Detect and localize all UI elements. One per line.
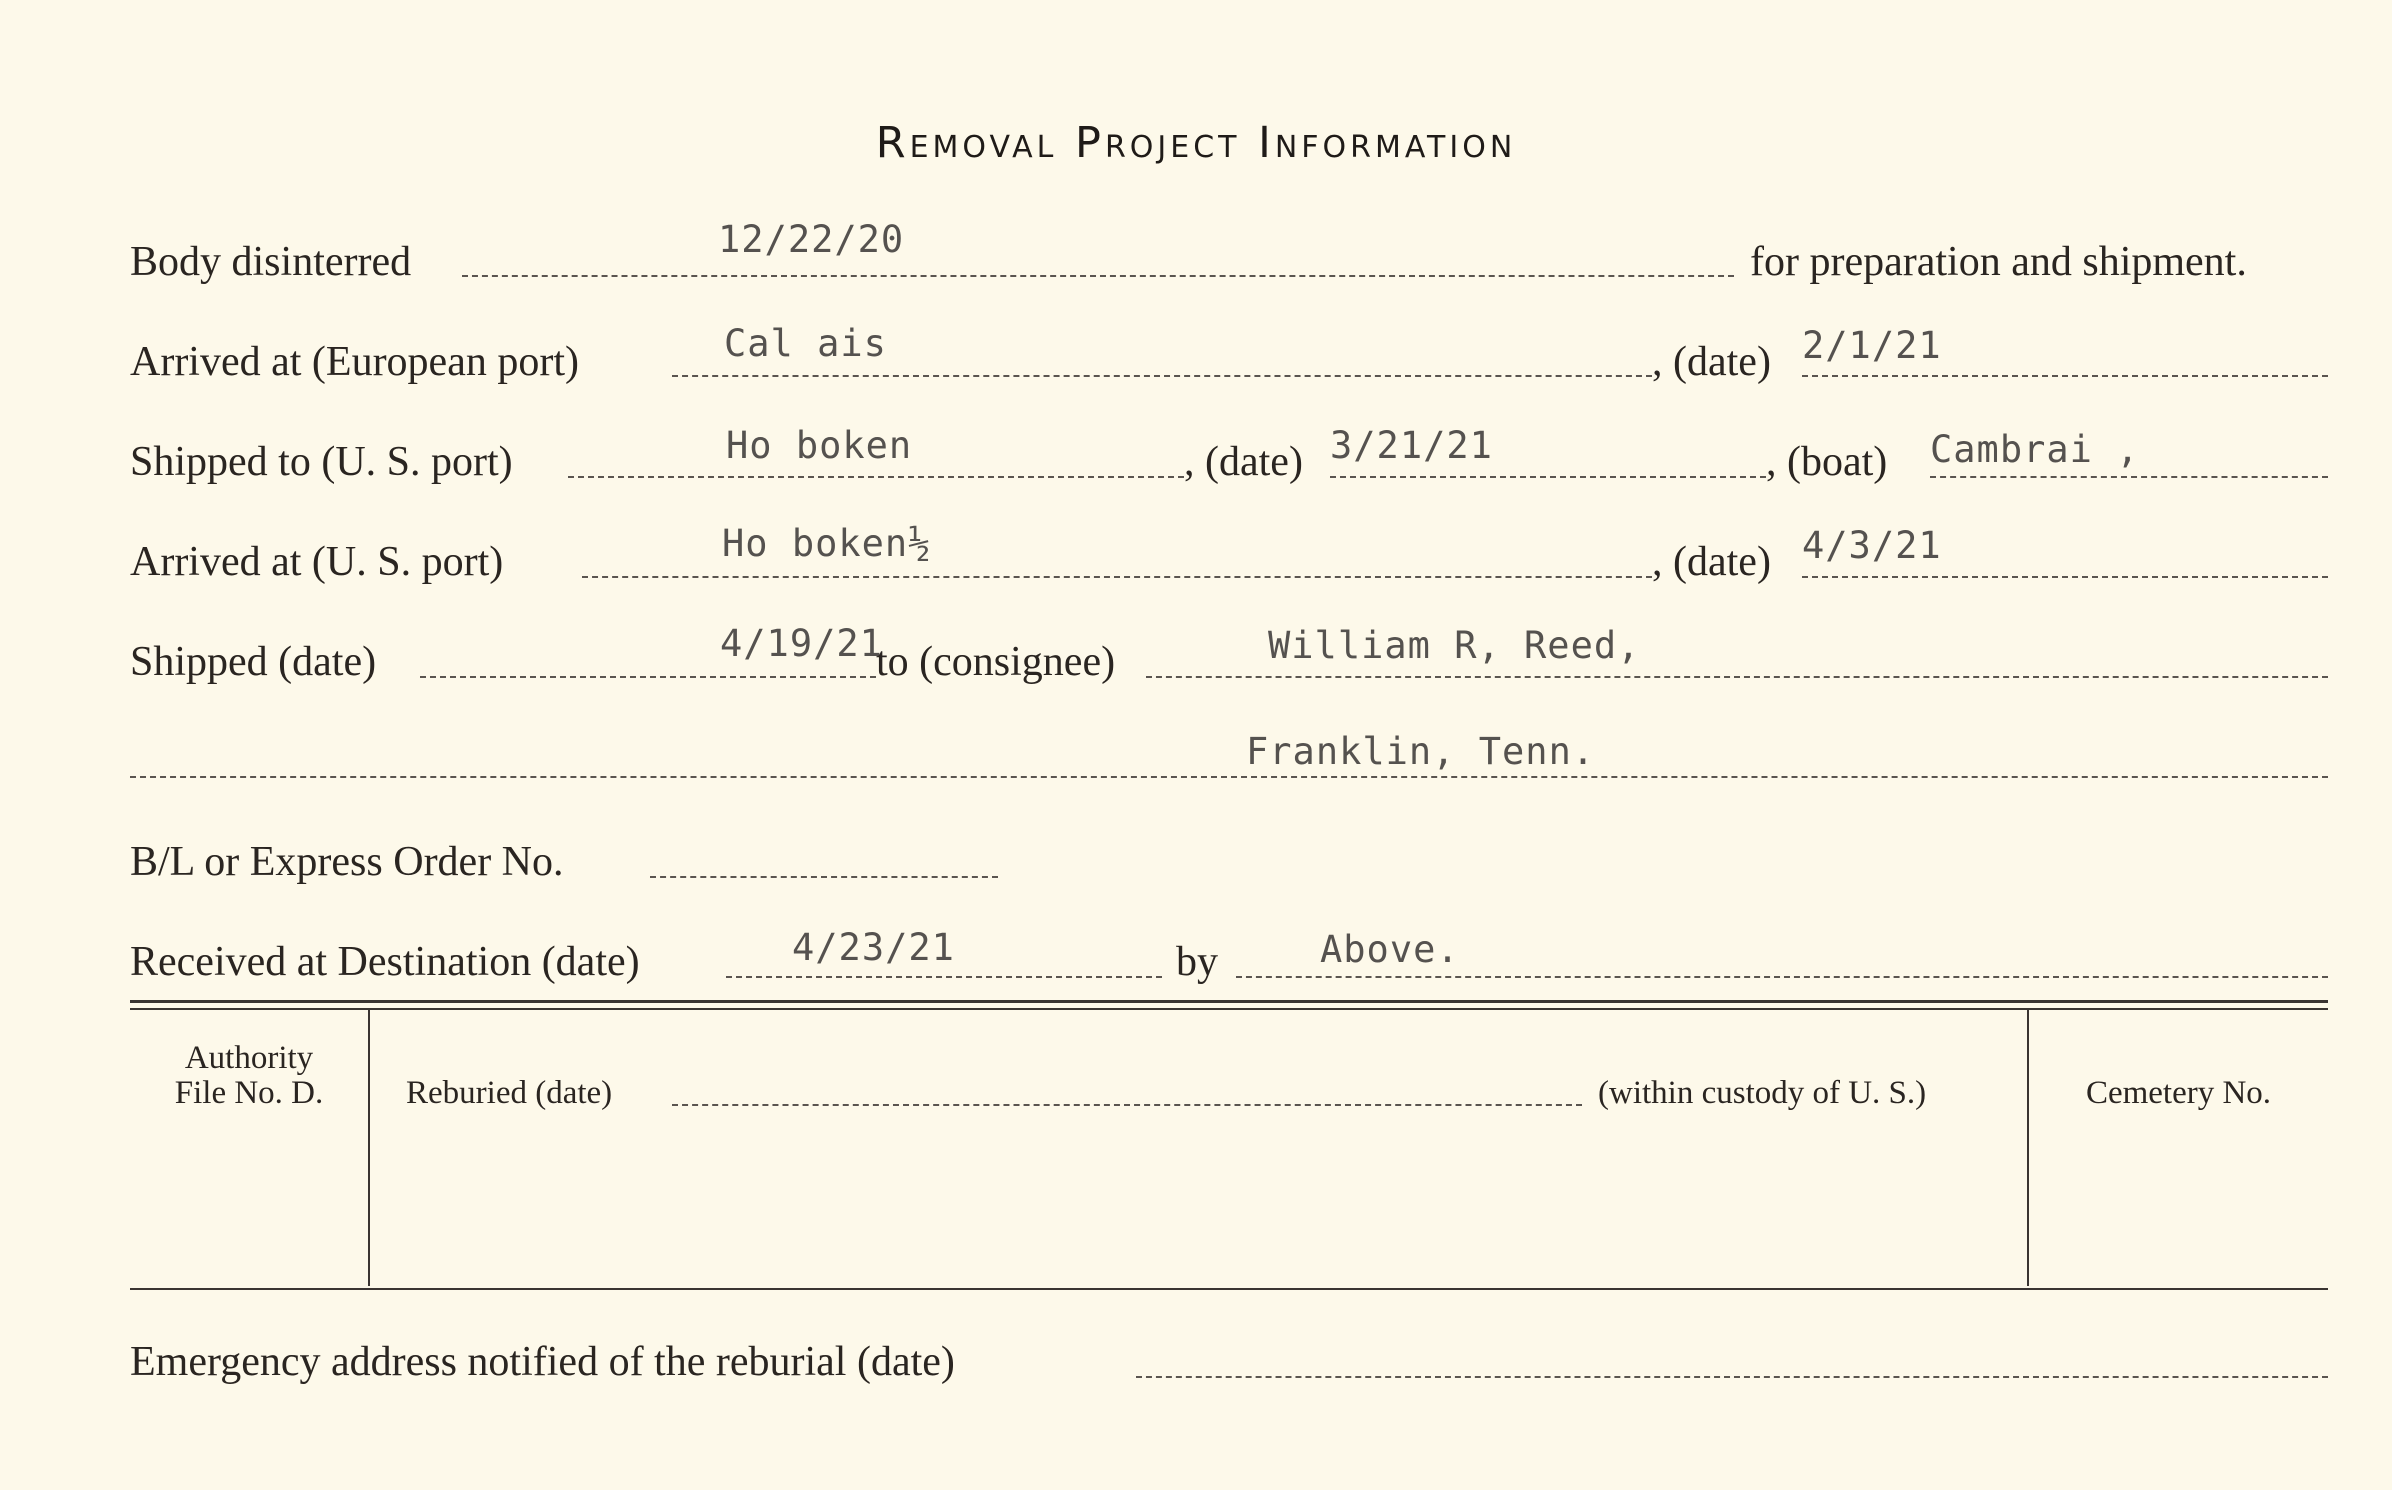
address-line bbox=[130, 776, 2328, 778]
shipped-to-us-date-label: , (date) bbox=[1184, 439, 1303, 485]
shipped-date-label: Shipped (date) bbox=[130, 639, 377, 685]
body-disinterred-suffix: for preparation and shipment. bbox=[1750, 239, 2247, 285]
arrived-european-port-value[interactable]: Cal ais bbox=[724, 322, 887, 365]
consignee-label: to (consignee) bbox=[876, 639, 1116, 685]
authority-label-line1: Authority bbox=[184, 1040, 314, 1076]
emergency-line bbox=[1136, 1376, 2328, 1378]
received-by-line bbox=[1236, 976, 2328, 978]
consignee-address-value[interactable]: Franklin, Tenn. bbox=[1246, 730, 1596, 773]
arrived-us-date-line bbox=[1802, 576, 2328, 578]
table-divider-left bbox=[368, 1010, 370, 1286]
emergency-label: Emergency address notified of the reburial (date) bbox=[130, 1339, 955, 1385]
cemetery-label: Cemetery No. bbox=[2085, 1075, 2272, 1111]
body-disinterred-line bbox=[462, 275, 1734, 277]
shipped-to-us-line bbox=[568, 476, 1184, 478]
shipped-date-value[interactable]: 4/19/21 bbox=[720, 622, 883, 665]
table-bottom-rule bbox=[130, 1288, 2328, 1290]
body-disinterred-label: Body disinterred bbox=[130, 239, 412, 285]
shipped-to-us-label: Shipped to (U. S. port) bbox=[130, 439, 513, 485]
arrived-european-date-line bbox=[1802, 375, 2328, 377]
custody-label: (within custody of U. S.) bbox=[1598, 1075, 1927, 1111]
arrived-us-line bbox=[582, 576, 1652, 578]
shipped-date-line bbox=[420, 676, 876, 678]
received-by-value[interactable]: Above. bbox=[1320, 928, 1460, 971]
consignee-line bbox=[1146, 676, 2328, 678]
received-by-label: by bbox=[1176, 939, 1218, 985]
arrived-us-date-label: , (date) bbox=[1652, 539, 1771, 585]
body-disinterred-value[interactable]: 12/22/20 bbox=[718, 218, 905, 261]
received-date-value[interactable]: 4/23/21 bbox=[792, 926, 955, 969]
arrived-us-date-value[interactable]: 4/3/21 bbox=[1802, 524, 1942, 567]
shipped-to-us-date-value[interactable]: 3/21/21 bbox=[1330, 424, 1493, 467]
reburied-line bbox=[672, 1104, 1582, 1106]
arrived-european-date-label: , (date) bbox=[1652, 339, 1771, 385]
arrived-european-line bbox=[672, 375, 1652, 377]
shipped-to-us-boat-value[interactable]: Cambrai , bbox=[1930, 428, 2140, 471]
shipped-to-us-boat-label: , (boat) bbox=[1766, 439, 1888, 485]
table-top-rule bbox=[130, 1000, 2328, 1003]
consignee-value[interactable]: William R, Reed, bbox=[1268, 624, 1641, 667]
authority-label-line2: File No. D. bbox=[174, 1075, 324, 1111]
shipped-to-us-port-value[interactable]: Ho boken bbox=[726, 424, 913, 467]
bl-order-label: B/L or Express Order No. bbox=[130, 839, 564, 885]
arrived-european-label: Arrived at (European port) bbox=[130, 339, 579, 385]
arrived-us-port-value[interactable]: Ho boken½ bbox=[722, 522, 932, 565]
reburied-label: Reburied (date) bbox=[406, 1075, 613, 1111]
received-label: Received at Destination (date) bbox=[130, 939, 640, 985]
shipped-to-us-date-line bbox=[1330, 476, 1766, 478]
arrived-european-date-value[interactable]: 2/1/21 bbox=[1802, 324, 1942, 367]
shipped-to-us-boat-line bbox=[1930, 476, 2328, 478]
table-divider-right bbox=[2027, 1010, 2029, 1286]
page-title: Removal Project Information bbox=[875, 118, 1517, 168]
table-top-rule-2 bbox=[130, 1008, 2328, 1010]
bl-order-line bbox=[650, 876, 998, 878]
arrived-us-label: Arrived at (U. S. port) bbox=[130, 539, 504, 585]
received-date-line bbox=[726, 976, 1162, 978]
